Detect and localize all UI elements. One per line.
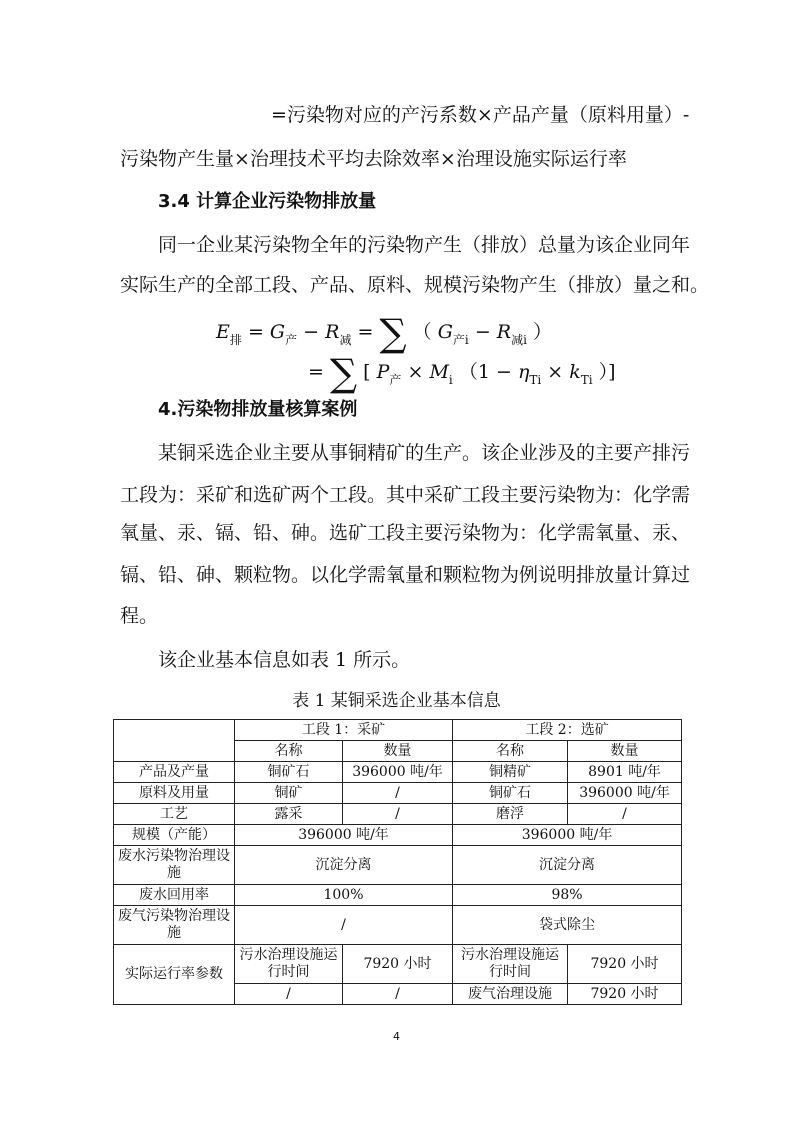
table-caption: 表 1 某铜采选企业基本信息 [292,691,501,711]
table-row-label: 规模（产能） [114,825,235,846]
table-cell: 袋式除尘 [453,906,682,945]
paragraph-line: 氧量、汞、镉、铅、砷。选矿工段主要污染物为：化学需氧量、汞、 [120,522,691,544]
table-row [114,885,682,906]
table-cell: 100% [235,885,453,906]
table-cell: 396000 吨/年 [568,783,682,804]
formula-line-2: 污染物产生量×治理技术平均去除效率×治理设施实际运行率 [120,148,627,170]
paragraph-line: 同一企业某污染物全年的污染物产生（排放）总量为该企业同年 [158,234,691,256]
paragraph-line: 某铜采选企业主要从事铜精矿的生产。该企业涉及的主要产排污 [158,442,691,464]
table-row-label: 原料及用量 [114,783,235,804]
table-header-name: 名称 [235,741,343,762]
table-cell: 396000 吨/年 [235,825,453,846]
table-row-label: 废水回用率 [114,885,235,906]
table-cell: 7920 小时 [568,945,682,984]
table-row [114,825,682,846]
table-row [114,804,682,825]
table-cell: 沉淀分离 [453,846,682,885]
table-row-label: 实际运行率参数 [114,945,235,1005]
table-cell: 污水治理设施运行时间 [235,945,343,984]
table-cell: 铜矿石 [235,762,343,783]
table-cell: 露采 [235,804,343,825]
table-cell: 沉淀分离 [235,846,453,885]
table-cell: 7920 小时 [568,984,682,1005]
table-cell: / [343,804,453,825]
table-cell: 铜精矿 [453,762,568,783]
table-cell: 7920 小时 [343,945,453,984]
table-header-qty: 数量 [568,741,682,762]
table-cell: / [343,783,453,804]
table-row-label: 废水污染物治理设施 [114,846,235,885]
table-row [114,945,682,984]
table-cell-empty [114,720,235,762]
table-row-label: 工艺 [114,804,235,825]
table-cell: 396000 吨/年 [453,825,682,846]
table-cell: 98% [453,885,682,906]
table-cell: / [568,804,682,825]
formula-line-1: =污染物对应的产污系数×产品产量（原料用量）- [271,104,690,126]
table-row-label: 产品及产量 [114,762,235,783]
table-cell: 铜矿石 [453,783,568,804]
paragraph-line: 工段为：采矿和选矿两个工段。其中采矿工段主要污染物为：化学需 [120,484,691,506]
page-number: 4 [393,1030,400,1043]
table-header-name: 名称 [453,741,568,762]
table-row [114,783,682,804]
table-cell: / [343,984,453,1005]
formula-sum-line-1: $E_排 = G_产 - R_减$ = ∑ （ $G_{产i} - R_{减i}$ ） [216,311,553,355]
table-row-label: 废气污染物治理设施 [114,906,235,945]
table-header-stage-1: 工段 1：采矿 [235,720,453,741]
table-cell: 废气治理设施 [453,984,568,1005]
table-cell: 磨浮 [453,804,568,825]
paragraph-line: 该企业基本信息如表 1 所示。 [158,649,411,671]
table-row [114,846,682,885]
table-row [114,762,682,783]
table-cell: 污水治理设施运行时间 [453,945,568,984]
table-cell: / [235,984,343,1005]
paragraph-line: 实际生产的全部工段、产品、原料、规模污染物产生（排放）量之和。 [120,274,710,296]
paragraph-line: 镉、铅、砷、颗粒物。以化学需氧量和颗粒物为例说明排放量计算过 [120,564,691,586]
table-row [114,906,682,945]
section-heading-4: 4.污染物排放量核算案例 [158,399,358,420]
table-cell: 8901 吨/年 [568,762,682,783]
table-cell: 铜矿 [235,783,343,804]
table-row [114,720,682,741]
summation-symbol: ∑ [329,351,358,395]
section-heading-3-4: 3.4 计算企业污染物排放量 [158,191,377,212]
paragraph-line: 程。 [120,605,159,627]
summation-symbol: ∑ [379,311,407,355]
table-cell: 396000 吨/年 [343,762,453,783]
enterprise-info-table [113,719,682,1005]
table-header-stage-2: 工段 2：选矿 [453,720,682,741]
table-header-qty: 数量 [343,741,453,762]
formula-sum-line-2: = ∑ [ $P_产 \times M_i$ （$1 - \eta_{Ti} \times k_{Ti}$ ）] [308,351,616,395]
table-cell: / [235,906,453,945]
